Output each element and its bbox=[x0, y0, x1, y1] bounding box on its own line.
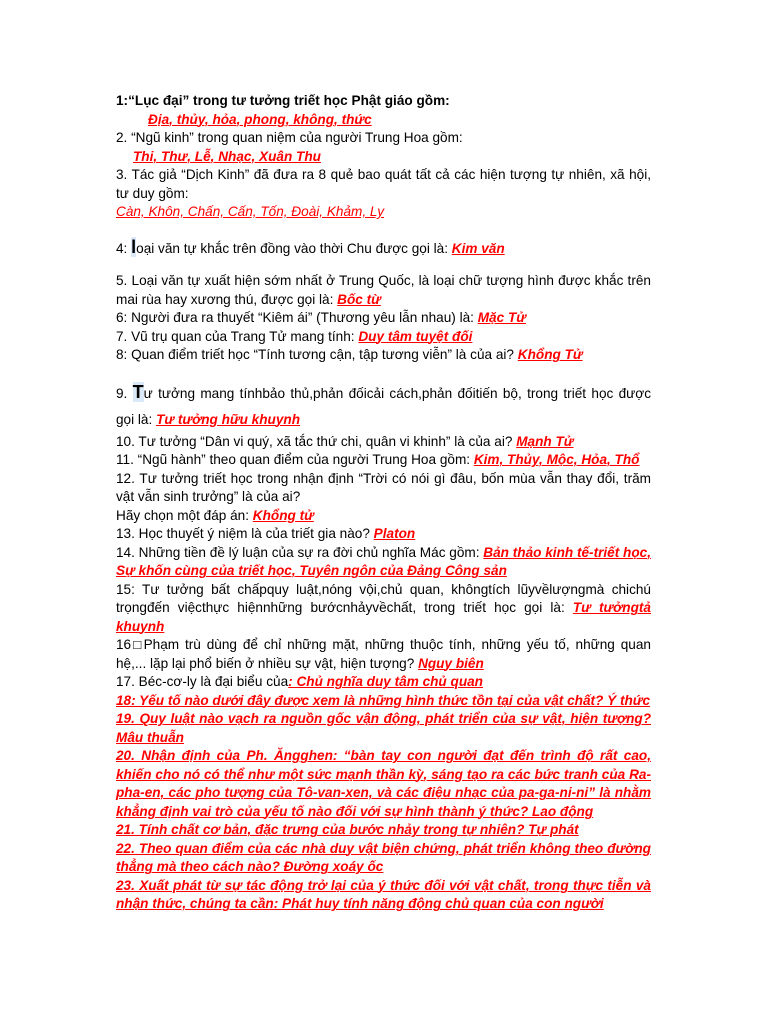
question-1: 1:“Lục đại” trong tư tưởng triết học Phật giáo gồm: bbox=[116, 93, 450, 108]
question-4: 4: loại văn tự khắc trên đồng vào thời Chu được gọi là: Kim văn bbox=[116, 236, 505, 257]
question-12-prompt: Hãy chọn một đáp án: Khổng tử bbox=[116, 507, 314, 523]
question-17: 17. Béc-cơ-ly là đại biểu của: Chủ nghĩa duy tâm chủ quan bbox=[116, 674, 483, 689]
question-21: 21. Tính chất cơ bản, đặc trưng của bước nhảy trong tự nhiên? Tự phát bbox=[116, 822, 579, 837]
question-16: 16□Phạm trù dùng để chỉ những mặt, những thuộc tính, những yếu tố, những quan hệ,... lặp lại phổ biến ở nhiều sự vật, hiện tượng? Nguy biên bbox=[116, 637, 651, 671]
question-15: 15: Tư tưởng bất chấpquy luật,nóng vội,chủ quan, khôngtích lũyvềlượngmà chichú trọngđến việcthực hiệnnhững bướcnhảyvềchất, trong triết học gọi là: Tư tưởngtả khuynh bbox=[116, 581, 651, 634]
question-7: 7. Vũ trụ quan của Trang Tử mang tính: Duy tâm tuyệt đối bbox=[116, 328, 473, 344]
answer-2: Thi, Thư, Lễ, Nhạc, Xuân Thu bbox=[133, 148, 321, 164]
question-12: 12. Tư tưởng triết học trong nhận định “Trời có nói gì đâu, bốn mùa vẫn thay đổi, trăm vật vẫn sinh trưởng” là của ai? bbox=[116, 470, 651, 504]
question-20: 20. Nhận định của Ph. Ăngghen: “bàn tay con người đạt đến trình độ rất cao, khiến cho nó có thể như một sức mạnh thần kỳ, sáng tạo ra các bức tranh của Ra-pha-en, các pho tượng của Tô-van-xen, và các điệu nhạc của pa-ga-ni-ni” là nhằm khẳng định vai trò của yếu tố nào đối với sự hình thành ý thức? Lao động bbox=[116, 748, 651, 819]
question-3: 3. Tác giả “Dịch Kinh” đã đưa ra 8 quẻ bao quát tất cả các hiện tượng tự nhiên, xã hội, tư duy gồm: bbox=[116, 167, 651, 201]
document-body bbox=[116, 92, 651, 914]
question-9: 9. Tư tưởng mang tínhbảo thủ,phản đốicải cách,phản đốitiến bộ, trong triết học được gọi là: Tư tưởng hữu khuynh bbox=[116, 381, 651, 427]
question-23: 23. Xuất phát từ sự tác động trở lại của ý thức đối với vật chất, trong thực tiễn và nhận thức, chúng ta cần: Phát huy tính năng động chủ quan của con người bbox=[116, 877, 651, 911]
question-2: 2. “Ngũ kinh” trong quan niệm của người Trung Hoa gồm: bbox=[116, 130, 463, 145]
question-18: 18: Yếu tố nào dưới đây được xem là những hình thức tồn tại của vật chất? Ý thức bbox=[116, 692, 651, 708]
question-22: 22. Theo quan điểm của các nhà duy vật biện chứng, phát triển không theo đường thẳng mà theo cách nào? Đường xoáy ốc bbox=[116, 840, 651, 874]
question-13: 13. Học thuyết ý niệm là của triết gia nào? Platon bbox=[116, 526, 416, 541]
question-6: 6: Người đưa ra thuyết “Kiêm ái” (Thương yêu lẫn nhau) là: Mặc Tử bbox=[116, 310, 526, 325]
question-14: 14. Những tiền đề lý luận của sự ra đời chủ nghĩa Mác gồm: Bản thảo kinh tế-triết học, Sự khốn cùng của triết học, Tuyên ngôn của Đảng Công sản bbox=[116, 544, 651, 578]
question-19: 19. Quy luật nào vạch ra nguồn gốc vận động, phát triển của sự vật, hiện tượng? Mâu thuẫn bbox=[116, 711, 651, 745]
question-5: 5. Loại văn tự xuất hiện sớm nhất ở Trung Quốc, là loại chữ tượng hình được khắc trên mai rùa hay xương thú, được gọi là: Bốc từ bbox=[116, 273, 651, 307]
question-11: 11. “Ngũ hành” theo quan điểm của người Trung Hoa gồm: Kim, Thủy, Mộc, Hỏa, Thổ bbox=[116, 452, 640, 467]
question-8: 8: Quan điểm triết học “Tính tương cận, tập tương viễn” là của ai? Khổng Tử bbox=[116, 347, 583, 362]
answer-1: Địa, thủy, hỏa, phong, không, thức bbox=[148, 111, 372, 127]
question-10: 10. Tư tưởng “Dân vi quý, xã tắc thứ chi, quân vi khinh” là của ai? Mạnh Tử bbox=[116, 433, 574, 449]
answer-3: Càn, Khôn, Chấn, Cấn, Tốn, Đoài, Khảm, Ly bbox=[116, 204, 384, 219]
